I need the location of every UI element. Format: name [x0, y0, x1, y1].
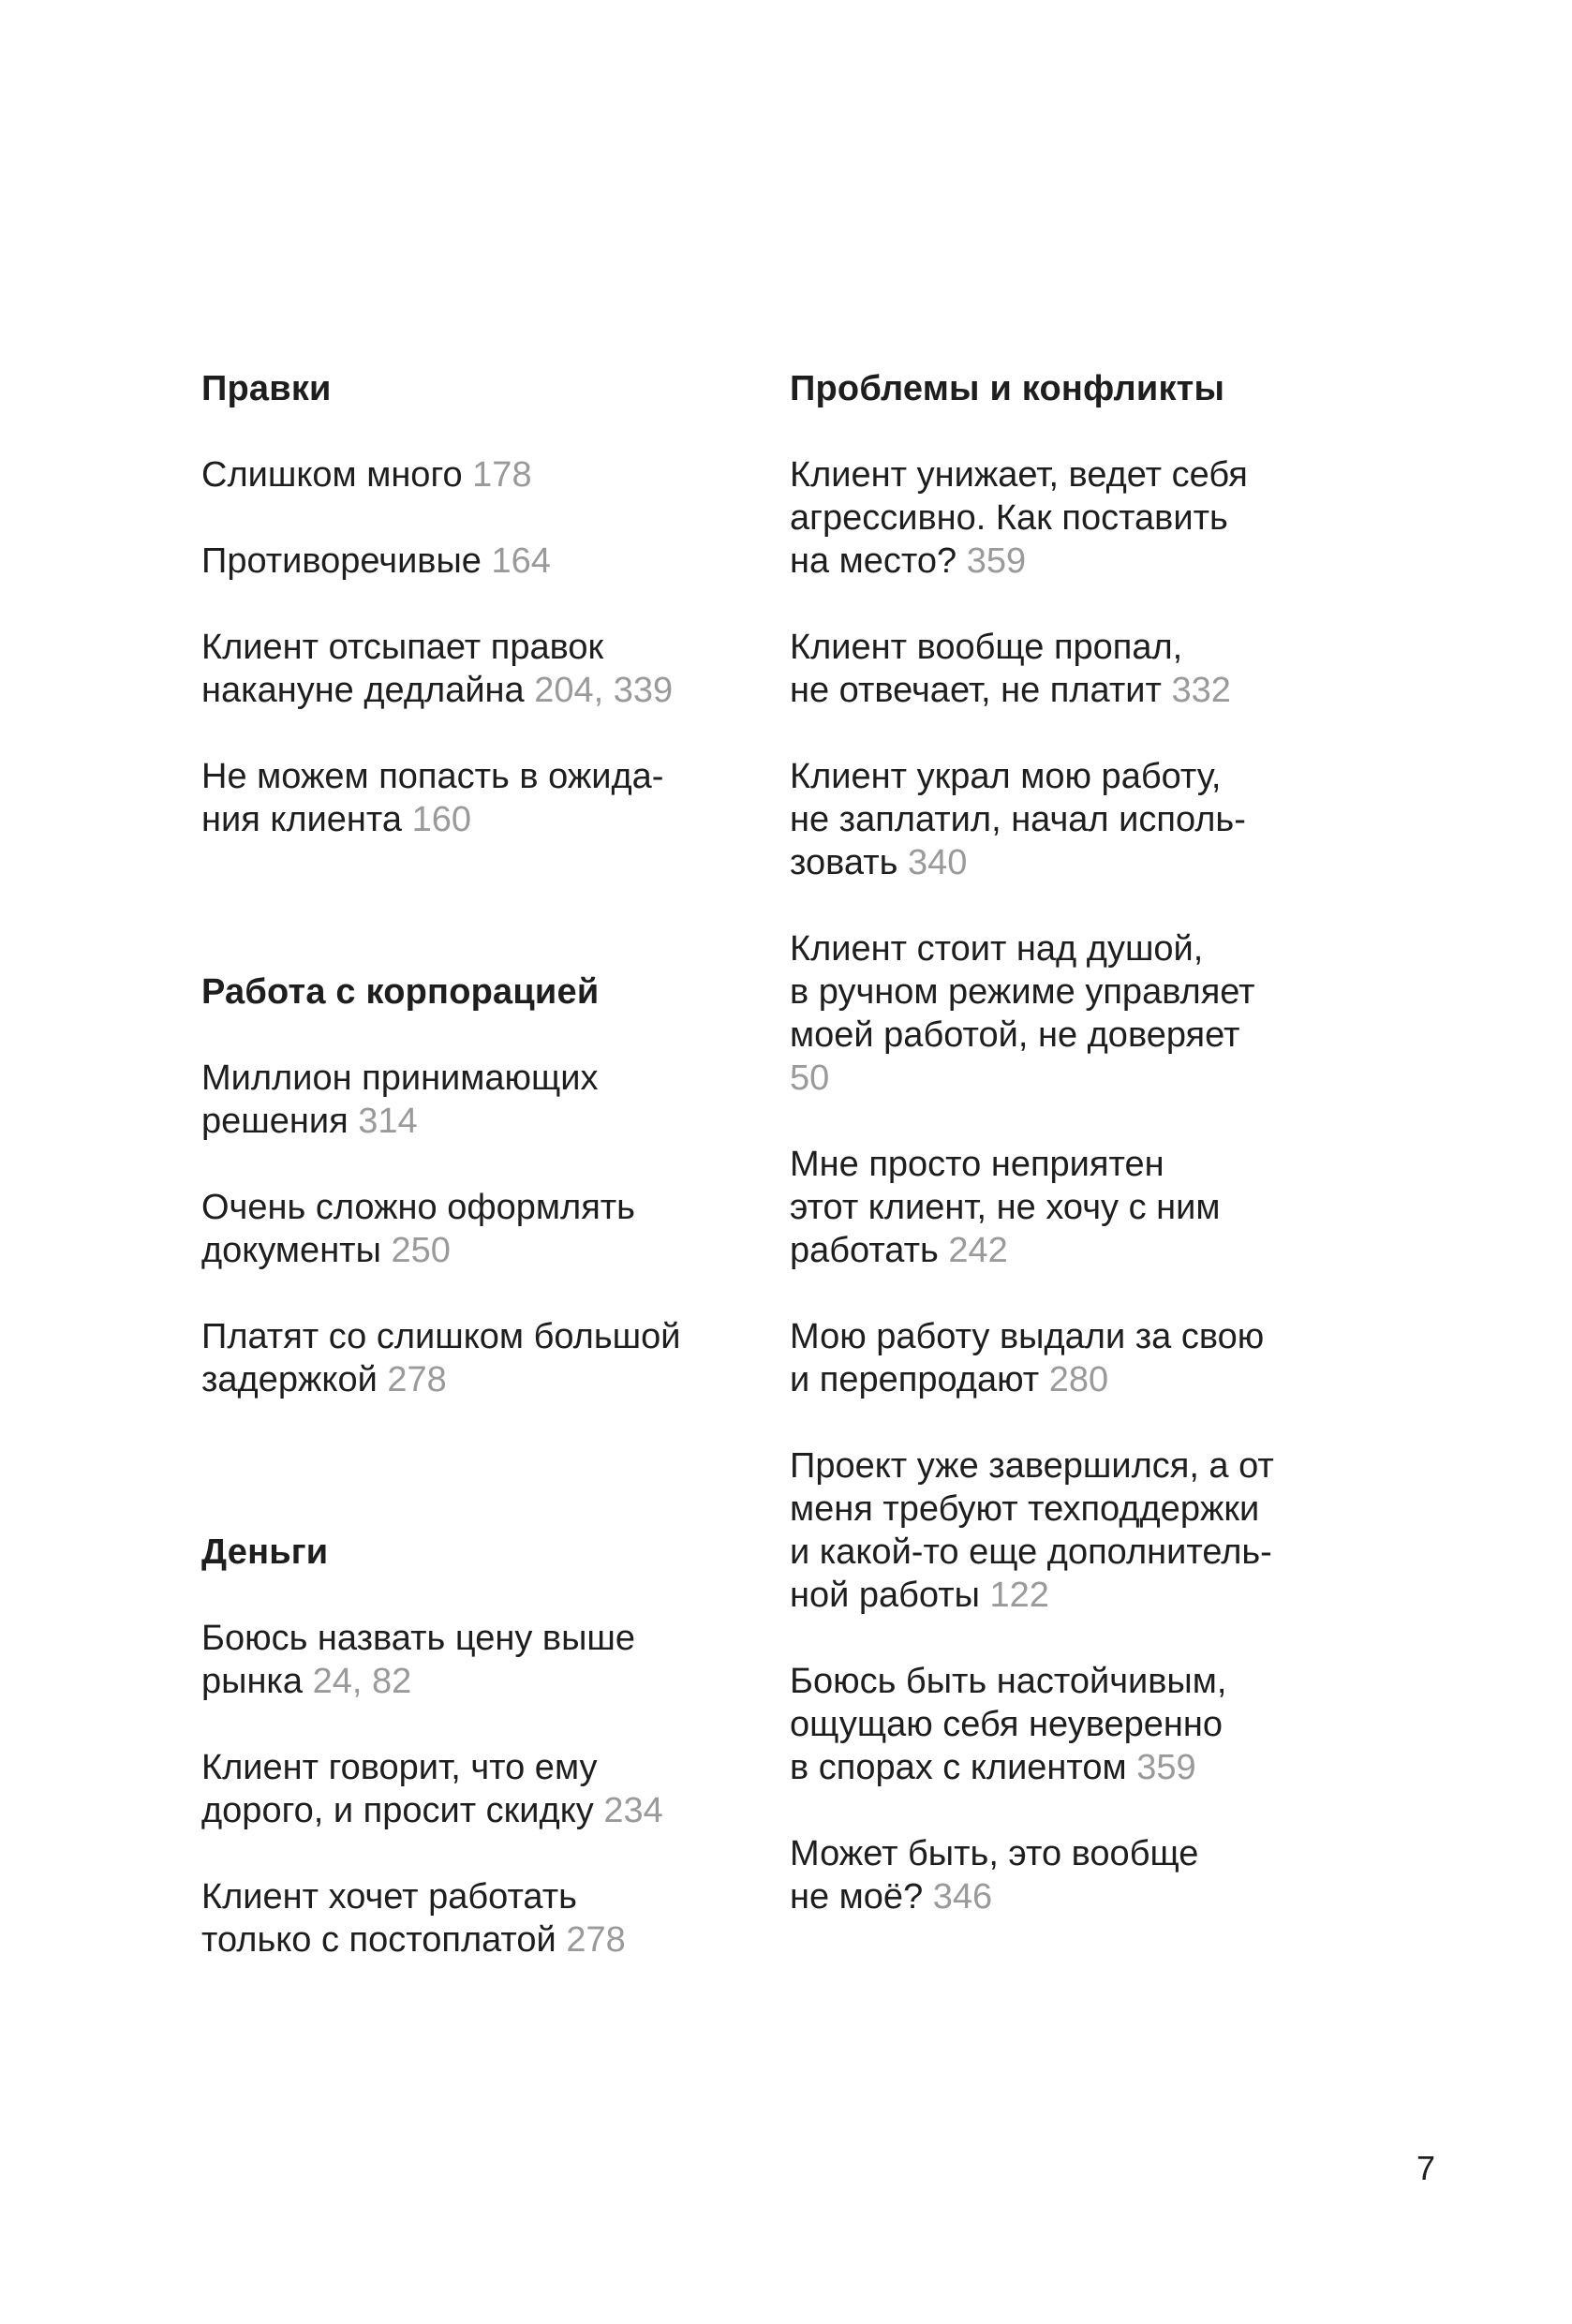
- entry-text: Проект уже завершился, а от: [790, 1446, 1274, 1486]
- entry-text: Очень сложно оформлять: [201, 1188, 635, 1227]
- entry-text: Слишком много: [201, 455, 463, 495]
- page-reference: 178: [472, 455, 532, 495]
- entry-text: Мне просто неприятен: [790, 1145, 1164, 1184]
- section-heading: Деньги: [201, 1532, 329, 1572]
- entry-text: дорого, и просит скидку: [201, 1791, 594, 1830]
- page-reference: 164: [491, 541, 551, 581]
- entry-text: Боюсь быть настойчивым,: [790, 1662, 1227, 1701]
- entry-text: не заплатил, начал исполь-: [790, 800, 1246, 839]
- section-heading: Проблемы и конфликты: [790, 369, 1225, 408]
- section-gap: [201, 884, 764, 970]
- entry-text: Миллион принимающих: [201, 1058, 599, 1098]
- section-heading: Правки: [201, 369, 332, 408]
- toc-entry: [790, 927, 1352, 1100]
- toc-entry: [790, 1444, 1352, 1617]
- section-gap: [201, 1444, 764, 1531]
- entry-text: Боюсь назвать цену выше: [201, 1619, 635, 1658]
- entry-text: моей работой, не доверяет: [790, 1015, 1240, 1055]
- toc-entry: [790, 1315, 1352, 1401]
- page-reference: 50: [790, 1058, 830, 1098]
- toc-entry: [201, 755, 764, 841]
- page-reference: 278: [387, 1360, 447, 1399]
- entry-text: ной работы: [790, 1576, 980, 1615]
- entry-text: Клиент украл мою работу,: [790, 757, 1222, 796]
- toc-entry: [201, 1875, 764, 1961]
- page-reference: 122: [989, 1576, 1049, 1615]
- entry-text: ния клиента: [201, 800, 403, 839]
- entry-text: не моё?: [790, 1877, 924, 1917]
- page-reference: 250: [391, 1231, 451, 1270]
- page-reference: 340: [907, 843, 968, 882]
- entry-text: и перепродают: [790, 1360, 1040, 1399]
- left-column: [201, 367, 764, 2005]
- entry-text: и какой-то еще дополнитель-: [790, 1532, 1272, 1572]
- page-reference: 24, 82: [312, 1662, 412, 1701]
- entry-text: в спорах с клиентом: [790, 1748, 1127, 1787]
- entry-text: только с постоплатой: [201, 1920, 556, 1960]
- toc-entry: [201, 1746, 764, 1832]
- entry-text: меня требуют техподдержки: [790, 1489, 1260, 1529]
- toc-entry: [790, 1143, 1352, 1272]
- page-reference: 346: [932, 1877, 993, 1917]
- toc-entry: [790, 626, 1352, 712]
- right-column: [790, 367, 1352, 1961]
- page-reference: 160: [411, 800, 471, 839]
- entry-text: на место?: [790, 541, 957, 581]
- entry-text: Не можем попасть в ожида-: [201, 757, 664, 796]
- entry-text: накануне дедлайна: [201, 671, 525, 710]
- page-number: 7: [1416, 2149, 1435, 2187]
- entry-text: работать: [790, 1231, 939, 1270]
- entry-text: задержкой: [201, 1360, 378, 1399]
- entry-text: этот клиент, не хочу с ним: [790, 1188, 1221, 1227]
- toc-entry: [790, 1660, 1352, 1789]
- page-reference: 242: [948, 1231, 1008, 1270]
- entry-text: Может быть, это вообще: [790, 1834, 1199, 1873]
- toc-entry: [201, 626, 764, 712]
- page-reference: 234: [603, 1791, 663, 1830]
- entry-text: решения: [201, 1102, 349, 1141]
- toc-entry: [201, 1315, 764, 1401]
- entry-text: Противоречивые: [201, 541, 482, 581]
- page-reference: 359: [1136, 1748, 1196, 1787]
- toc-entry: [201, 1057, 764, 1143]
- toc-entry: [201, 453, 764, 496]
- entry-text: Клиент стоит над душой,: [790, 929, 1204, 969]
- toc-entry: [201, 1617, 764, 1703]
- page-reference: 280: [1048, 1360, 1109, 1399]
- entry-text: Мою работу выдали за свою: [790, 1317, 1265, 1356]
- entry-text: Платят со слишком большой: [201, 1317, 681, 1356]
- entry-text: Клиент вообще пропал,: [790, 628, 1183, 667]
- entry-text: агрессивно. Как поставить: [790, 498, 1228, 538]
- entry-text: не отвечает, не платит: [790, 671, 1162, 710]
- entry-text: Клиент унижает, ведет себя: [790, 455, 1248, 495]
- toc-entry: [790, 1832, 1352, 1918]
- toc-entry: [201, 1186, 764, 1272]
- page-reference: 204, 339: [534, 671, 674, 710]
- entry-text: Клиент хочет работать: [201, 1877, 577, 1917]
- entry-text: зовать: [790, 843, 898, 882]
- entry-text: рынка: [201, 1662, 304, 1701]
- toc-entry: [790, 755, 1352, 884]
- entry-text: Клиент отсыпает правок: [201, 628, 604, 667]
- page-reference: 332: [1171, 671, 1231, 710]
- entry-text: Клиент говорит, что ему: [201, 1748, 598, 1787]
- page-reference: 278: [566, 1920, 626, 1960]
- toc-entry: [201, 540, 764, 583]
- page-reference: 314: [358, 1102, 418, 1141]
- page-reference: 359: [966, 541, 1027, 581]
- entry-text: в ручном режиме управляет: [790, 972, 1255, 1012]
- entry-text: ощущаю себя неуверенно: [790, 1705, 1223, 1744]
- toc-entry: [790, 453, 1352, 583]
- section-heading: Работа с корпорацией: [201, 972, 600, 1012]
- entry-text: документы: [201, 1231, 381, 1270]
